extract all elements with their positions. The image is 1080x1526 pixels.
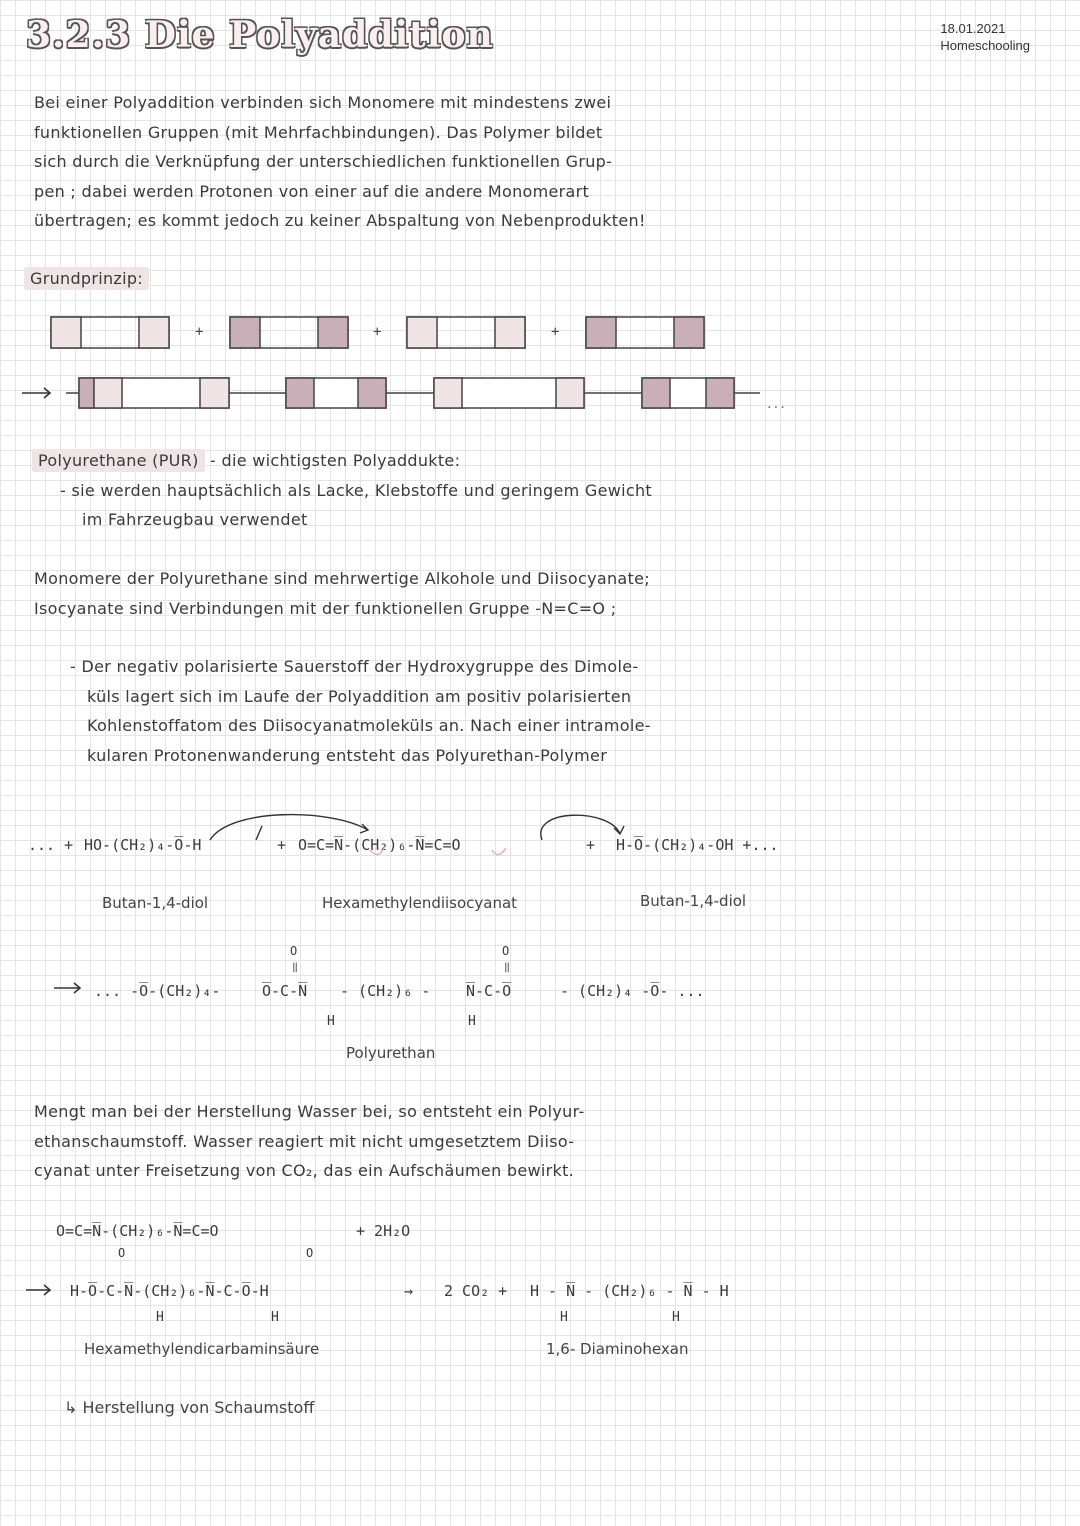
intro-paragraph (34, 88, 734, 236)
reaction2-diisocyanate: O=C=N̅-(CH₂)₆-N̅=C=O (56, 1222, 219, 1240)
label-butanediol-left: Butan-1,4-diol (102, 894, 209, 912)
principle-label-wrap (24, 264, 149, 294)
mechanism-line: Kohlenstoffatom des Diisocyanatmoleküls an. Nach einer intramole- (87, 716, 651, 735)
carbon-dioxide: 2 CO₂ + (444, 1282, 508, 1300)
carbonyl-oxygen: O (118, 1246, 126, 1260)
page-title: 3.2.3 Die Polyaddition (26, 14, 494, 56)
amine-hydrogen: H (327, 1014, 335, 1029)
pur-bullet-cont: im Fahrzeugbau verwendet (82, 510, 308, 529)
reaction1-plus: + (277, 836, 287, 854)
pur-heading: Polyurethane (PUR) (32, 449, 205, 472)
amine-hydrogen: H (468, 1014, 476, 1029)
urethane-group: N̅-C-O̅ (466, 982, 512, 1000)
arrow-icon: → (404, 1282, 414, 1300)
amine-hydrogen: H (156, 1310, 164, 1325)
pur-heading-line (32, 446, 772, 476)
intro-line: übertragen; es kommt jedoch zu keiner Abspaltung von Nebenprodukten! (34, 211, 646, 230)
carbonyl-oxygen: O (306, 1246, 314, 1260)
mechanism-line: küls lagert sich im Laufe der Polyaddition am positiv polarisierten (87, 686, 632, 706)
mechanism-line: kularen Protonenwanderung entsteht das Polyurethan-Polymer (87, 745, 608, 765)
label-diaminohexane: 1,6- Diaminohexan (546, 1340, 689, 1358)
context-label: Homeschooling (940, 38, 1030, 53)
plus-sign: + (373, 324, 382, 340)
diaminohexane: H - N̅ - (CH₂)₆ - N̅ - H (530, 1282, 729, 1300)
pur-heading-rest: - die wichtigsten Polyaddukte: (204, 451, 461, 470)
foam-paragraph (34, 1097, 734, 1186)
plus-sign: + (195, 324, 204, 340)
arrow-icon (50, 978, 90, 998)
principle-diagram (0, 300, 1080, 420)
reaction1-diol-left: HO-(CH₂)₄-O̅-H (84, 836, 202, 854)
foam-line: Mengt man bei der Herstellung Wasser bei, so entsteht ein Polyur- (34, 1102, 585, 1121)
foam-line: ethanschaumstoff. Wasser reagiert mit nicht umgesetztem Diiso- (34, 1131, 575, 1151)
label-polyurethane: Polyurethan (346, 1044, 436, 1062)
intro-line: sich durch die Verknüpfung der unterschiedlichen funktionellen Grup- (34, 152, 613, 171)
arrow-icon (22, 388, 50, 398)
monomer-a-2 (407, 317, 525, 348)
product-segment: - (CH₂)₄ -O̅- ... (560, 982, 705, 1000)
carbonyl-oxygen: O (502, 944, 510, 958)
chain-ellipsis: ... (766, 398, 786, 411)
arrow-icon (24, 1280, 64, 1300)
intro-line: pen ; dabei werden Protonen von einer auf die andere Monomerart (34, 181, 590, 201)
urethane-group: O̅-C-N̅ (262, 982, 308, 1000)
electron-arrows (0, 800, 1080, 870)
plus-sign: + (551, 324, 560, 340)
polymer-chain (66, 378, 760, 408)
reaction1-prefix: ... + (28, 836, 74, 854)
monomer-b-2 (586, 317, 704, 348)
reaction1-plus: + (586, 836, 596, 854)
foam-note: ↳ Herstellung von Schaumstoff (64, 1398, 315, 1417)
monomers-line: Isocyanate sind Verbindungen mit der funktionellen Gruppe -N=C=O ; (34, 598, 617, 618)
monomer-a-1 (51, 317, 169, 348)
intro-line: Bei einer Polyaddition verbinden sich Monomere mit mindestens zwei (34, 93, 612, 112)
principle-label: Grundprinzip: (24, 267, 149, 290)
label-carbamic-acid: Hexamethylendicarbaminsäure (84, 1340, 320, 1358)
pur-bullet: - sie werden hauptsächlich als Lacke, Klebstoffe und geringem Gewicht (60, 480, 653, 500)
carbamic-acid: H-O̅-C-N̅-(CH₂)₆-N̅-C-O̅-H (70, 1282, 269, 1300)
carbonyl-oxygen: O (290, 944, 298, 958)
mechanism-line: - Der negativ polarisierte Sauerstoff der Hydroxygruppe des Dimole- (70, 657, 639, 676)
amine-hydrogen: H (271, 1310, 279, 1325)
reaction1-isocyanate: O=C=N̅-(CH₂)₆-N̅=C=O (298, 836, 461, 854)
label-hexamethylene-diisocyanate: Hexamethylendiisocyanat (322, 894, 518, 912)
product-segment: - (CH₂)₆ - (340, 982, 431, 1000)
label-butanediol-right: Butan-1,4-diol (640, 892, 747, 910)
date: 18.01.2021 (940, 21, 1006, 36)
monomers-line: Monomere der Polyurethane sind mehrwertige Alkohole und Diisocyanate; (34, 569, 650, 588)
pur-section (32, 446, 772, 535)
reaction2-water: + 2H₂O (356, 1222, 411, 1240)
foam-line: cyanat unter Freisetzung von CO₂, das ein Aufschäumen bewirkt. (34, 1161, 575, 1180)
reaction1-diol-right: H-O̅-(CH₂)₄-OH +... (616, 836, 779, 854)
mechanism-paragraph (70, 652, 770, 770)
amine-hydrogen: H (672, 1310, 680, 1325)
product-segment: ... -O̅-(CH₂)₄- (94, 982, 221, 1000)
date-stamp (940, 20, 1030, 54)
monomer-b-1 (230, 317, 348, 348)
intro-line: funktionellen Gruppen (mit Mehrfachbindungen). Das Polymer bildet (34, 122, 603, 142)
monomers-paragraph (34, 564, 774, 623)
amine-hydrogen: H (560, 1310, 568, 1325)
